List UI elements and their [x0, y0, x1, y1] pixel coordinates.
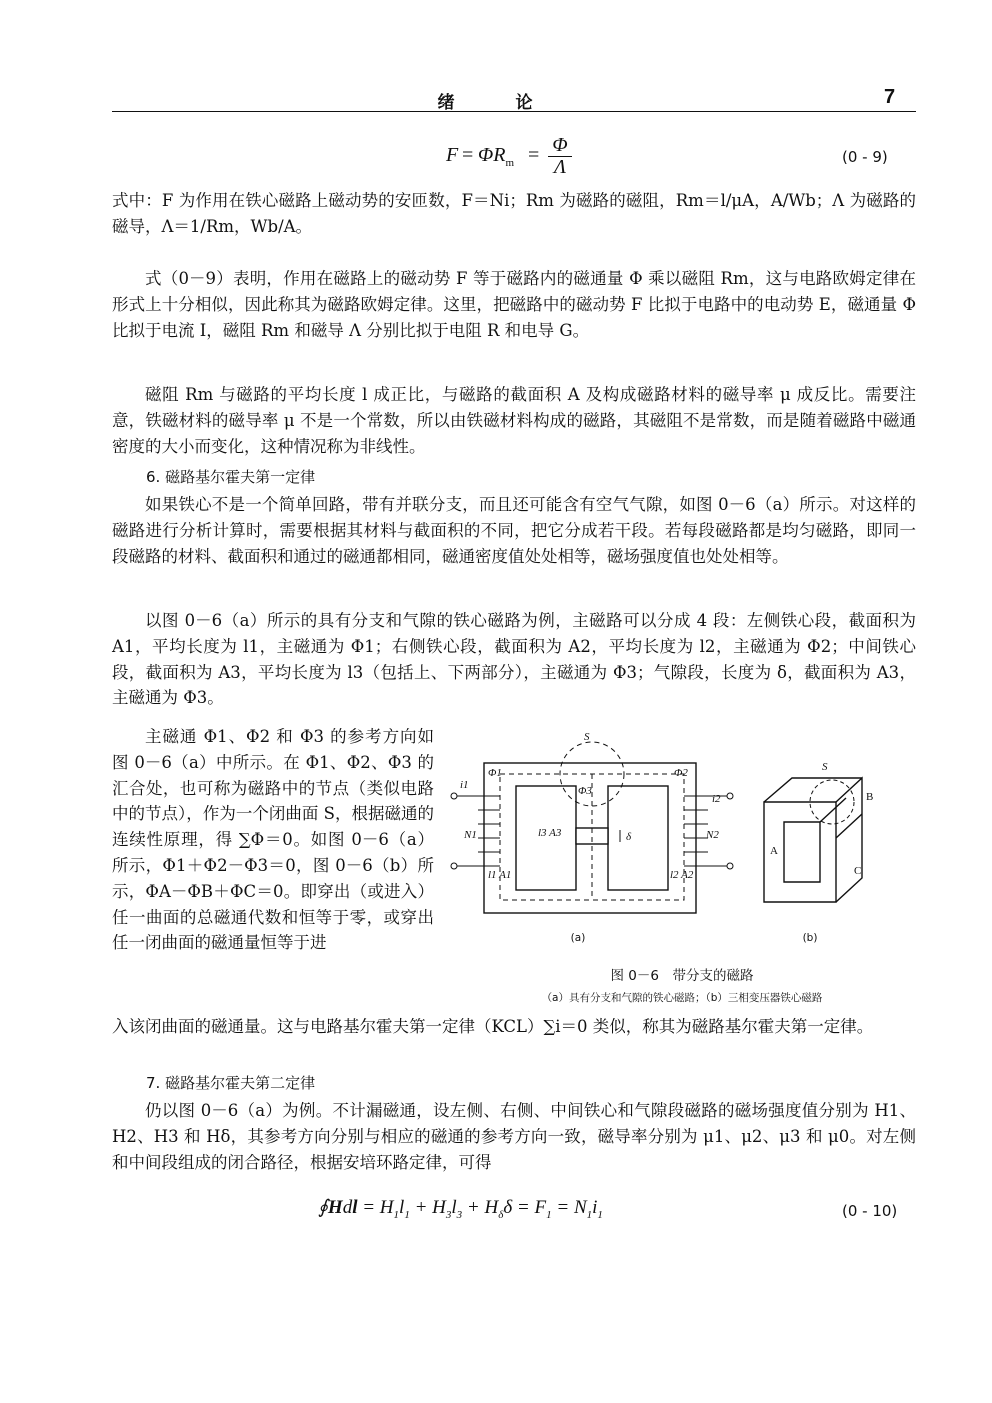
figure-0-6: [448, 728, 916, 1008]
label-delta: δ: [626, 831, 632, 843]
figure-label-a: (a): [570, 932, 586, 944]
para-p2: 式（0－9）表明，作用在磁路上的磁动势 F 等于磁路内的磁通量 Φ 乘以磁阻 Rm，这与电路欧姆定律在形式上十分相似，因此称其为磁路欧姆定律。这里，把磁路中的磁动势 F 比拟于电路中的电动势 E，磁通量 Φ 比拟于电流 I，磁阻 Rm 和磁导 Λ 分别比拟于电阻 R 和电导 G。: [112, 269, 916, 340]
label-A: A: [770, 845, 778, 857]
section-heading-7: 7. 磁路基尔霍夫第二定律: [146, 1074, 316, 1092]
equation-number-0-10: (0 - 10): [842, 1202, 898, 1220]
figure-caption: 图 0－6 带分支的磁路: [610, 968, 754, 984]
section-heading-6: 6. 磁路基尔霍夫第一定律: [146, 468, 316, 486]
para-p3: 磁阻 Rm 与磁路的平均长度 l 成正比，与磁路的截面积 A 及构成磁路材料的磁导率 μ 成反比。需要注意，铁磁材料的磁导率 μ 不是一个常数，所以由铁磁材料构成的磁路，其磁阻不是常数，而是随着磁路中磁通密度的大小而变化，这种情况称为非线性。: [112, 385, 916, 456]
label-l1A1: l1 A1: [488, 869, 512, 881]
figure-subcaption: （a）具有分支和气隙的铁心磁路；（b）三相变压器铁心磁路: [541, 992, 823, 1004]
paragraph-node: [112, 724, 434, 956]
label-l3A3: l3 A3: [538, 827, 562, 839]
para-p7: 仍以图 0－6（a）为例。不计漏磁通，设左侧、右侧、中间铁心和气隙段磁路的磁场强度值分别为 H1、H2、H3 和 Hδ，其参考方向分别与相应的磁通的参考方向一致，磁导率分别为 μ1、μ2、μ3 和 μ0。对左侧和中间段组成的闭合路径，根据安培环路定律，可得: [112, 1101, 916, 1172]
header-rule: [112, 111, 916, 112]
figure-label-b: (b): [802, 932, 818, 944]
label-S-b: S: [822, 761, 828, 773]
label-phi2: Φ2: [674, 767, 688, 779]
equation-number-0-9: (0 - 9): [842, 148, 888, 166]
para-p6-cont: 入该闭曲面的磁通量。这与电路基尔霍夫第一定律（KCL）∑i＝0 类似，称其为磁路基尔霍夫第一定律。: [112, 1017, 874, 1036]
label-C: C: [854, 865, 862, 877]
paragraph-ohms-law: [112, 266, 916, 343]
equation-0-10: ∮Hdl = $H_1l_1 + H_3l_3 + H_\delta\delta = F_1 = N_1i_1$: [318, 1197, 603, 1221]
paragraph-second-law: [112, 1098, 916, 1175]
label-i2: i2: [712, 793, 721, 805]
figure-a-diagram: [448, 728, 916, 938]
running-header: 绪 论: [437, 93, 555, 113]
label-i1: i1: [460, 779, 469, 791]
label-phi3: Φ3: [578, 785, 592, 797]
label-N2: N2: [706, 829, 719, 841]
page-number: 7: [884, 86, 896, 108]
equation-0-9: F = $\Phi R_m$ = Φ Λ: [446, 134, 596, 178]
paragraph-branch: [112, 492, 916, 569]
paragraph-segments: [112, 608, 916, 711]
label-phi1: Φ1: [488, 767, 502, 779]
label-S-a: S: [584, 731, 590, 743]
label-N1: N1: [464, 829, 477, 841]
para-p4: 如果铁心不是一个简单回路，带有并联分支，而且还可能含有空气气隙，如图 0－6（a）所示。对这样的磁路进行分析计算时，需要根据其材料与截面积的不同，把它分成若干段。若每段磁路都是均匀磁路，即同一段磁路的材料、截面积和通过的磁通都相同，磁通密度值处处相等，磁场强度值也处处相等。: [112, 495, 916, 566]
para-p6: 主磁通 Φ1、Φ2 和 Φ3 的参考方向如图 0－6（a）中所示。在 Φ1、Φ2、Φ3 的汇合处，也可称为磁路中的节点（类似电路中的节点），作为一个闭曲面 S，根据磁通的连续性原理，得 ∑Φ＝0。如图 0－6（a）所示，Φ1＋Φ2－Φ3＝0，图 0－6（b）所示，ΦA－ΦB＋ΦC＝0。即穿出（或进入）任一曲面的总磁通代数和恒等于零，或穿出任一闭曲面的磁通量恒等于进: [112, 727, 434, 953]
paragraph-reluctance: [112, 382, 916, 459]
label-B: B: [866, 791, 874, 803]
para-p1: 式中：F 为作用在铁心磁路上磁动势的安匝数，F＝Ni；Rm 为磁路的磁阻，Rm＝l/μA，A/Wb；Λ 为磁路的磁导，Λ＝1/Rm，Wb/A。: [112, 191, 916, 236]
paragraph-definitions: [112, 188, 916, 240]
paragraph-node-continued: [112, 1014, 916, 1040]
para-p5: 以图 0－6（a）所示的具有分支和气隙的铁心磁路为例，主磁路可以分成 4 段：左侧铁心段，截面积为 A1，平均长度为 l1，主磁通为 Φ1；右侧铁心段，截面积为 A2，平均长度为 l2，主磁通为 Φ2；中间铁心段，截面积为 A3，平均长度为 l3（包括上、下两部分），主磁通为 Φ3；气隙段，长度为 δ，截面积为 A3，主磁通为 Φ3。: [112, 611, 916, 708]
label-l2A2: l2 A2: [670, 869, 694, 881]
